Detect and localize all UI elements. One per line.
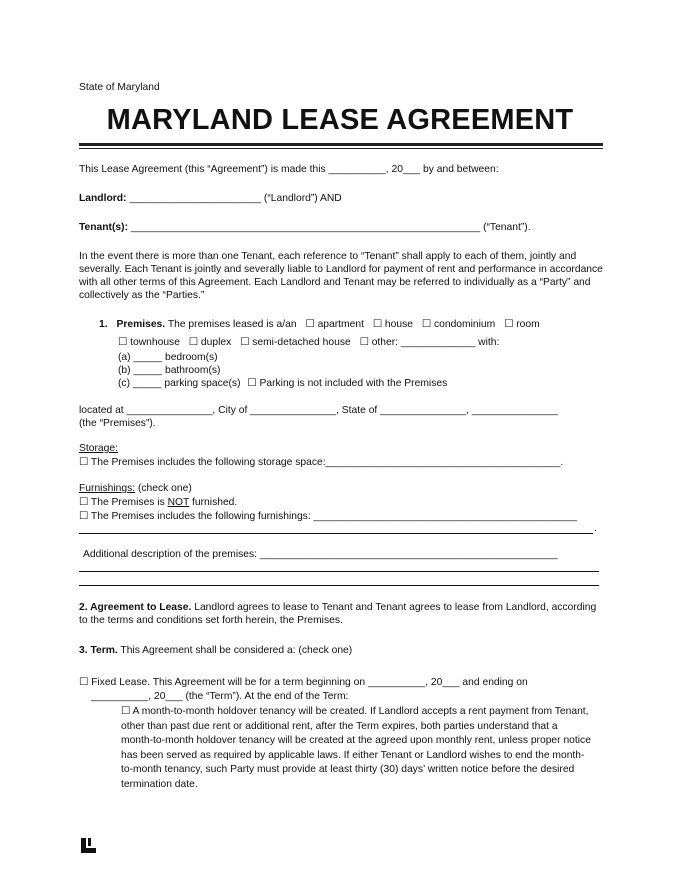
option-label: townhouse (130, 337, 180, 348)
checkbox-icon: ☐ (240, 337, 250, 348)
checkbox-no-parking[interactable] (247, 378, 447, 389)
checkbox-semi-detached[interactable] (240, 337, 351, 348)
checkbox-other[interactable] (360, 337, 500, 348)
checkbox-apartment[interactable] (305, 319, 363, 330)
tenant-line (79, 221, 531, 234)
checkbox-condominium[interactable] (422, 319, 495, 330)
option-label: duplex (200, 337, 232, 348)
section-agreement-to-lease (79, 601, 604, 627)
furnishings-line-end: . (594, 523, 597, 534)
title-rule-thin (79, 148, 603, 149)
option-label: other: _____________ with: (371, 337, 500, 348)
item-text: _____ parking space(s) (132, 378, 241, 389)
checkbox-room[interactable] (504, 319, 540, 330)
additional-blank-line-1[interactable] (79, 571, 599, 572)
item-text: _____ bathroom(s) (133, 365, 221, 376)
furnishings-heading-suffix: (check one) (135, 483, 192, 494)
premises-item-c (118, 377, 447, 390)
section3-text: This Agreement shall be considered a: (check one) (117, 645, 353, 656)
option-text: furnished. (189, 497, 238, 508)
item-text: _____ bedroom(s) (133, 352, 218, 363)
premises-item-a (118, 351, 218, 364)
landlord-label: Landlord: (79, 193, 127, 204)
location-end: (the “Premises”). (79, 418, 156, 429)
section2-text: Landlord agrees to lease to Tenant and Tenant agrees to lease from Landlord, according to the terms and conditions set forth herein, the Premises. (79, 602, 597, 626)
checkbox-icon: ☐ (247, 378, 257, 389)
checkbox-icon: ☐ (305, 319, 315, 330)
option-label: apartment (317, 319, 364, 330)
intro-line: This Lease Agreement (this “Agreement”) is made this __________, 20___ by and between: (79, 164, 499, 175)
furnishings-option-none[interactable] (79, 496, 237, 509)
landlord-line (79, 192, 342, 205)
checkbox-icon: ☐ (359, 337, 369, 348)
holdover-text: A month-to-month holdover tenancy will be created. If Landlord accepts a rent payment from Tenant, other than past due rent or additional rent, after the Term expires, both parties understand that a month-to-month holdover tenancy will be created at the agreed upon monthly rent, unless proper notice has been served as required by applicable laws. If either Tenant or Landlord wishes to end the month-to-month tenancy, such Party must provide at least thirty (30) days’ written notice before the desired termination date. (121, 706, 591, 790)
premises-text: The premises leased is a/an (165, 319, 300, 330)
location-line: located at _______________, City of _______________, State of _______________, _______________ (79, 405, 558, 416)
checkbox-icon: ☐ (79, 497, 89, 508)
section3-heading: 3. Term. (79, 645, 118, 656)
landlord-blank[interactable]: _______________________ (126, 193, 264, 204)
option-label: semi-detached house (252, 337, 351, 348)
checkbox-icon: ☐ (79, 457, 89, 468)
state-label: State of Maryland (79, 82, 160, 93)
fixed-lease-line2: __________, 20___ (the “Term”). At the end of the Term: (91, 691, 349, 702)
section2-heading: 2. Agreement to Lease. (79, 602, 192, 613)
item-letter: (b) (118, 365, 131, 376)
furnishings-option-list[interactable] (79, 510, 577, 523)
checkbox-icon: ☐ (118, 337, 128, 348)
checkbox-icon: ☐ (421, 319, 432, 330)
additional-blank-line-2[interactable] (79, 585, 599, 586)
title-rule-thick (79, 143, 603, 146)
checkbox-icon: ☐ (188, 337, 199, 348)
page-title: MARYLAND LEASE AGREEMENT (106, 104, 574, 136)
checkbox-icon: ☐ (372, 319, 383, 330)
tenant-suffix: (“Tenant”). (483, 222, 531, 233)
item-letter: (c) (118, 378, 131, 389)
premises-item-b (118, 364, 220, 377)
checkbox-icon: ☐ (79, 677, 89, 688)
tenant-label: Tenant(s): (79, 222, 129, 233)
fixed-lease-text: Fixed Lease. This Agreement will be for a term beginning on __________, 20___ and ending on (91, 677, 528, 688)
option-label: Parking is not included with the Premises (259, 378, 448, 389)
fixed-lease-option[interactable] (79, 676, 528, 689)
holdover-option[interactable] (121, 705, 591, 792)
option-label: room (516, 319, 540, 330)
furnishings-blank-line[interactable] (79, 533, 593, 534)
not-emphasis: NOT (167, 497, 190, 508)
furnishings-heading: Furnishings: (79, 483, 136, 494)
checkbox-icon: ☐ (504, 319, 514, 330)
landlord-suffix: (“Landlord”) AND (263, 193, 342, 204)
premises-number: 1. (99, 319, 108, 330)
option-text: The Premises includes the following furnishings: ______________________________________________ (90, 511, 577, 522)
document-logo-icon (80, 837, 98, 855)
checkbox-townhouse[interactable] (118, 337, 180, 348)
premises-types-row2 (118, 336, 499, 349)
checkbox-house[interactable] (373, 319, 413, 330)
premises-heading: Premises. (116, 319, 166, 330)
tenant-blank[interactable]: _____________________________________________________________ (128, 222, 484, 233)
option-label: house (384, 319, 413, 330)
joint-liability-paragraph: In the event there is more than one Tenant, each reference to “Tenant” shall apply to each of them, jointly and severally. Each Tenant is jointly and severally liable to Landlord for payment of rent and performance in accordance with all other terms of this Agreement. Each Landlord and Tenant may be referred to individually as a “Party” and collectively as the “Parties.” (79, 251, 603, 301)
section-term (79, 644, 352, 657)
premises-line (99, 318, 540, 331)
item-letter: (a) (118, 352, 131, 363)
option-label: condominium (433, 319, 496, 330)
additional-description: Additional description of the premises: ____________________________________________________ (83, 549, 558, 560)
checkbox-icon: ☐ (79, 511, 89, 522)
checkbox-icon: ☐ (121, 706, 131, 717)
checkbox-duplex[interactable] (189, 337, 231, 348)
option-text: The Premises is (90, 497, 168, 508)
storage-heading: Storage: (79, 443, 118, 454)
furnishings-heading-line (79, 482, 192, 495)
storage-text: The Premises includes the following storage space:_________________________________________. (90, 457, 564, 468)
storage-option[interactable] (79, 456, 563, 469)
